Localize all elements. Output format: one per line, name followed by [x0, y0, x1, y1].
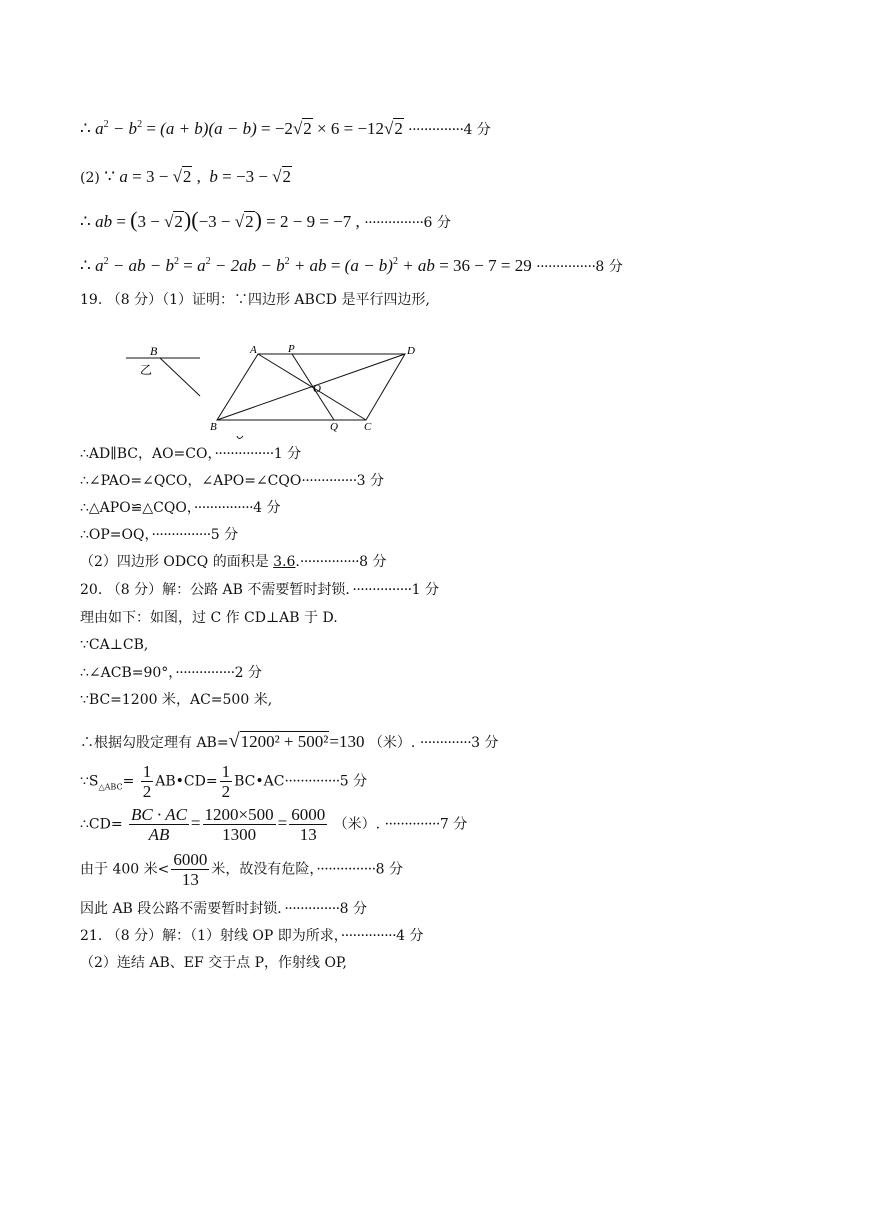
q20-line-1: 理由如下：如图，过 C 作 CD⊥AB 于 D. — [80, 610, 338, 626]
math-expression-2: ∵ a = 3 − √2 , b = −3 − √2 — [104, 167, 292, 186]
q20-line-4: ∵BC=1200 米，AC=500 米, — [80, 692, 273, 708]
q20-heading: 20. （8 分）解：公路 AB 不需要暂时封锁．···············1 分 — [80, 582, 439, 598]
label-c: C — [364, 421, 372, 433]
q19-line-3: ∴△APO≌△CQO，···············4 分 — [80, 500, 281, 516]
label-b: B — [210, 421, 217, 433]
label-p: P — [288, 343, 295, 355]
math-expression-4: ∴ $a^2$ − ab − $b^2 = a^2 - 2ab - b^2$ + ab = $(a - b)^2$ + ab = 36 − 7 = 29 — [80, 256, 532, 275]
q19-part-2: （2）四边形 ODCQ 的面积是 3.6.···············8 分 — [80, 554, 387, 570]
score-label: 4 分 — [463, 122, 491, 138]
q20-line-7: ∴CD= $\frac{BC \cdot AC}{AB}$ = $\frac{1200\times 500}{1300}$ = $\frac{6000}{13}$ （米）. ··············7 分 — [80, 805, 468, 844]
score-dots: ··············· — [364, 215, 424, 231]
geometry-figure — [110, 340, 430, 445]
score-dots: ··············· — [536, 259, 596, 275]
solution-line-3 — [80, 209, 451, 231]
label-a: A — [250, 344, 257, 356]
score-dots: ·············· — [408, 122, 464, 138]
solution-line-2 — [80, 168, 292, 185]
answer-value: 3.6 — [273, 554, 296, 570]
score-label: 8 分 — [595, 259, 623, 275]
q19-line-2: ∴∠PAO=∠QCO，∠APO=∠CQO··············3 分 — [80, 473, 385, 489]
fraction-calc: $\frac{1200\times 500}{1300}$ — [204, 805, 274, 844]
label-yi: 乙 — [140, 363, 153, 377]
math-expression-3: ∴ ab = (3 − √2)(−3 − √2) = 2 − 9 = −7 , — [80, 207, 360, 232]
q19-heading: 19. （8 分）（1）证明：∵四边形 ABCD 是平行四边形, — [80, 292, 430, 308]
fraction-half: $\frac{1}{2}$ — [221, 762, 231, 801]
label-left-b: B — [150, 344, 158, 358]
fraction-result: $\frac{6000}{13}$ — [291, 805, 326, 844]
q20-line-5: ∴根据勾股定理有 AB=√1200² + 500²=130 （米）. ·············3 分 — [80, 730, 499, 752]
math-expression-1: ∴ $a^2 - b^2 = (a + b)(a - b) = -2√2 \times 6 = -12√2$ — [80, 119, 403, 138]
q20-line-8: 由于 400 米< $\frac{6000}{13}$ 米，故没有危险，···············8 分 — [80, 850, 403, 889]
q20-line-2: ∵CA⊥CB, — [80, 637, 149, 653]
q20-line-6: $\because S_{\triangle ABC}=$ $\frac{1}{2}$ AB•CD= $\frac{1}{2}$ BC•AC··············5 分 — [80, 762, 368, 801]
q19-line-4: ∴OP=OQ，···············5 分 — [80, 527, 239, 543]
q21-line-1: （2）连结 AB、EF 交于点 P，作射线 OP, — [80, 955, 347, 971]
label-o: O — [313, 383, 321, 395]
fraction-cd: $\frac{BC \cdot AC}{AB}$ — [131, 805, 187, 844]
label-q: Q — [330, 421, 338, 433]
sqrt-expression: 1200² + 500² — [240, 732, 329, 751]
q20-line-3: ∴∠ACB=90°，···············2 分 — [80, 665, 262, 681]
q20-line-9: 因此 AB 段公路不需要暂时封锁．··············8 分 — [80, 901, 367, 917]
label-d: D — [407, 345, 415, 357]
q19-line-1: ∴AD∥BC，AO=CO，···············1 分 — [80, 446, 302, 462]
fraction-result: $\frac{6000}{13}$ — [173, 850, 208, 889]
solution-line-1 — [80, 120, 491, 137]
solution-line-4 — [80, 257, 623, 274]
score-label: 6 分 — [423, 215, 451, 231]
q21-heading: 21. （8 分）解：（1）射线 OP 即为所求，··············4 分 — [80, 928, 424, 944]
fraction-half: $\frac{1}{2}$ — [142, 762, 152, 801]
part-label: (2) — [80, 170, 100, 186]
